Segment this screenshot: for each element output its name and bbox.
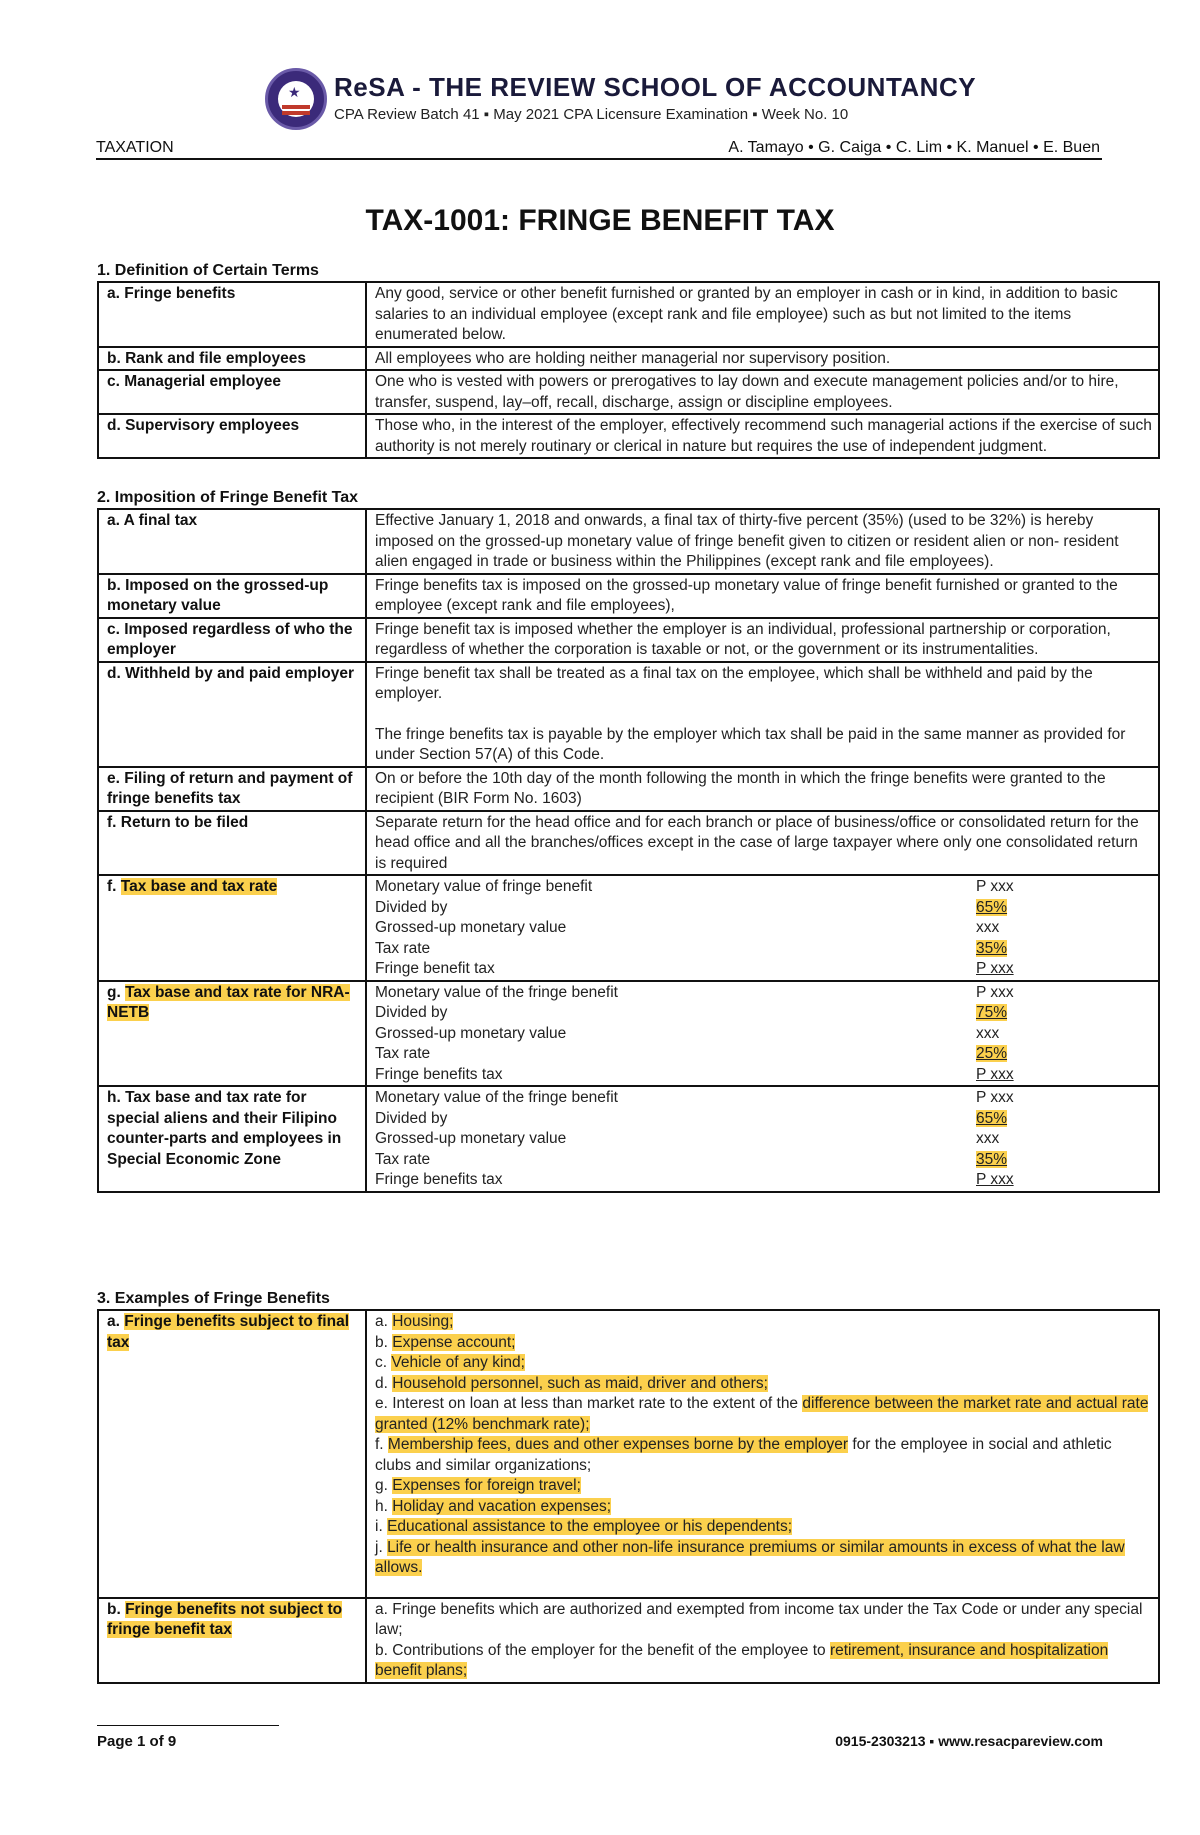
table-row — [98, 811, 1159, 876]
list-item-text: Educational assistance to the employee or his dependents; — [387, 1518, 793, 1535]
definition-cell: Effective January 1, 2018 and onwards, a final tax of thirty-five percent (35%) (used to be 32%) is hereby imposed on the grossed-up monetary value of fringe benefit given to citizen or resident alien or non- resident alien engaged in trade or business within the Philippines (except rank and file employees). — [366, 509, 1159, 574]
page-number: Page 1 of 9 — [97, 1733, 177, 1750]
resa-logo-icon: ★ — [265, 68, 327, 130]
table-row — [98, 370, 1159, 414]
calc-value: xxx — [976, 1024, 1000, 1042]
calc-value: P xxx — [976, 1065, 1014, 1083]
highlighted-term: Fringe benefits subject to final tax — [107, 1313, 350, 1351]
list-item-text: for the employee in social and athletic clubs and similar organizations; — [375, 1436, 1112, 1474]
table-row — [98, 981, 1159, 1087]
calc-value: 35% — [976, 939, 1008, 957]
term-cell: a. A final tax — [98, 509, 366, 574]
term-prefix: a. — [107, 1313, 125, 1330]
list-item: b. Expense account; — [375, 1333, 516, 1351]
term-cell — [98, 1598, 366, 1683]
page-title: TAX-1001: FRINGE BENEFIT TAX — [365, 204, 835, 237]
list-cell — [366, 1310, 1159, 1598]
highlighted-term: Tax base and tax rate — [120, 878, 278, 895]
list-item-text: Expense account; — [392, 1333, 516, 1351]
list-item-text: retirement, insurance and hospitalization benefit plans; — [375, 1641, 1109, 1679]
list-item: c. Vehicle of any kind; — [375, 1354, 525, 1371]
definition-cell: On or before the 10th day of the month following the month in which the fringe benefits were granted to the recipient (BIR Form No. 1603) — [366, 767, 1159, 811]
footer-contact: 0915-2303213 ▪ www.resacpareview.com — [835, 1733, 1103, 1749]
calc-label: Tax rate — [375, 939, 431, 957]
org-subtitle: CPA Review Batch 41 ▪ May 2021 CPA Licensure Examination ▪ Week No. 10 — [334, 106, 849, 123]
list-item-text: Life or health insurance and other non-life insurance premiums or similar amounts in excess of what the law allows. — [375, 1538, 1125, 1576]
header-divider — [96, 158, 1102, 160]
examples-table — [97, 1309, 1160, 1684]
table-row — [98, 767, 1159, 811]
list-cell — [366, 1598, 1159, 1683]
term-cell — [98, 875, 366, 981]
calc-value: 75% — [976, 1004, 1008, 1021]
calc-label: Tax rate — [375, 1045, 431, 1062]
calc-cell — [366, 981, 1159, 1087]
term-cell — [98, 981, 366, 1087]
calc-value: P xxx — [976, 878, 1014, 895]
list-item: f. Membership fees, dues and other expenses borne by the employer for the employee in social and athletic clubs and similar organizations; — [375, 1436, 1112, 1474]
term-cell: e. Filing of return and payment of fringe benefits tax — [98, 767, 366, 811]
footer-divider — [97, 1725, 279, 1726]
list-item: b. Contributions of the employer for the benefit of the employee to retirement, insurance and hospitalization benefit plans; — [375, 1641, 1109, 1679]
table-row — [98, 1310, 1159, 1598]
imposition-table — [97, 508, 1160, 1193]
term-cell: h. Tax base and tax rate for special aliens and their Filipino counter-parts and employees in Special Economic Zone — [98, 1086, 366, 1192]
highlighted-term: Fringe benefits not subject to fringe benefit tax — [107, 1600, 343, 1638]
table-row — [98, 1598, 1159, 1683]
term-cell: b. Imposed on the grossed-up monetary value — [98, 574, 366, 618]
calc-cell — [366, 875, 1159, 981]
calc-value: xxx — [976, 919, 1000, 936]
table-row — [98, 875, 1159, 981]
list-item: d. Household personnel, such as maid, driver and others; — [375, 1374, 768, 1392]
term-cell: d. Supervisory employees — [98, 414, 366, 458]
list-item: i. Educational assistance to the employee or his dependents; — [375, 1518, 793, 1535]
calc-value: P xxx — [976, 1171, 1014, 1188]
term-cell: d. Withheld by and paid employer — [98, 662, 366, 767]
calc-value: P xxx — [976, 983, 1014, 1001]
calc-label: Monetary value of fringe benefit — [375, 878, 593, 895]
calc-label: Divided by — [375, 898, 448, 916]
definition-cell: Those who, in the interest of the employer, effectively recommend such managerial actions if the exercise of such authority is not merely routinary or clerical in nature but requires the use of independent judgment. — [366, 414, 1159, 458]
list-item: j. Life or health insurance and other non-life insurance premiums or similar amounts in excess of what the law allows. — [375, 1538, 1125, 1576]
table-row — [98, 618, 1159, 662]
authors-label: A. Tamayo • G. Caiga • C. Lim • K. Manuel • E. Buen — [728, 139, 1100, 156]
calc-label: Divided by — [375, 1004, 448, 1021]
calc-label: Monetary value of the fringe benefit — [375, 983, 618, 1001]
term-prefix: f. — [107, 878, 121, 895]
definitions-table — [97, 281, 1160, 459]
calc-label: Monetary value of the fringe benefit — [375, 1089, 618, 1106]
table-row — [98, 414, 1159, 458]
table-row — [98, 282, 1159, 347]
calc-label: Grossed-up monetary value — [375, 1024, 567, 1042]
list-item: g. Expenses for foreign travel; — [375, 1477, 581, 1494]
list-item: a. Housing; — [375, 1313, 454, 1330]
definition-cell: Any good, service or other benefit furnished or granted by an employer in cash or in kind, in addition to basic salaries to an individual employee (except rank and file employee) such as but not limited to the items enumerated below. — [366, 282, 1159, 347]
term-cell: f. Return to be filed — [98, 811, 366, 876]
section-3-heading: 3. Examples of Fringe Benefits — [97, 1290, 330, 1307]
list-item-text: Contributions of the employer for the benefit of the employee to — [392, 1641, 830, 1659]
calc-value: 25% — [976, 1045, 1008, 1062]
calc-value: 35% — [976, 1150, 1008, 1168]
table-row — [98, 662, 1159, 767]
term-cell — [98, 1310, 366, 1598]
definition-paragraph: The fringe benefits tax is payable by the employer which tax shall be paid in the same manner as provided for under Section 57(A) of this Code. — [375, 725, 1126, 763]
table-row — [98, 1086, 1159, 1192]
section-2-heading: 2. Imposition of Fringe Benefit Tax — [97, 489, 359, 506]
calc-label: Grossed-up monetary value — [375, 1130, 567, 1147]
calc-label: Tax rate — [375, 1150, 431, 1168]
calc-cell — [366, 1086, 1159, 1192]
highlighted-term: Tax base and tax rate for NRA-NETB — [107, 983, 350, 1021]
list-item-text: Household personnel, such as maid, driver and others; — [392, 1374, 768, 1392]
subject-label: TAXATION — [96, 139, 174, 156]
calc-value: P xxx — [976, 960, 1014, 977]
term-prefix: b. — [107, 1600, 126, 1618]
table-row — [98, 509, 1159, 574]
list-item-text: Membership fees, dues and other expenses borne by the employer — [387, 1436, 849, 1453]
calc-value: 65% — [976, 1109, 1008, 1127]
definition-cell: Fringe benefits tax is imposed on the grossed-up monetary value of fringe benefit furnished or granted to the employee (except rank and file employees), — [366, 574, 1159, 618]
list-item-text: Vehicle of any kind; — [391, 1354, 525, 1371]
list-item: a. Fringe benefits which are authorized and exempted from income tax under the Tax Code or under any special law; — [375, 1600, 1143, 1638]
calc-label: Fringe benefits tax — [375, 1171, 503, 1188]
calc-label: Fringe benefit tax — [375, 960, 495, 977]
list-item-text: Fringe benefits which are authorized and exempted from income tax under the Tax Code or under any special law; — [375, 1600, 1143, 1638]
calc-label: Fringe benefits tax — [375, 1065, 503, 1083]
table-row — [98, 347, 1159, 371]
definition-cell: All employees who are holding neither managerial nor supervisory position. — [366, 347, 1159, 371]
calc-label: Grossed-up monetary value — [375, 919, 567, 936]
list-item-text: difference between the market rate and actual rate granted (12% benchmark rate); — [375, 1395, 1149, 1433]
calc-value: 65% — [976, 898, 1008, 916]
list-item-text: Expenses for foreign travel; — [392, 1477, 581, 1494]
definition-cell: Separate return for the head office and for each branch or place of business/office or consolidated return for the head office and all the branches/offices except in the case of large taxpayer where only one consolidated return is required — [366, 811, 1159, 876]
term-cell: b. Rank and file employees — [98, 347, 366, 371]
term-cell: c. Managerial employee — [98, 370, 366, 414]
org-title: ReSA - THE REVIEW SCHOOL OF ACCOUNTANCY — [334, 72, 977, 102]
list-item: e. Interest on loan at less than market rate to the extent of the difference between the market rate and actual rate granted (12% benchmark rate); — [375, 1395, 1149, 1433]
list-item-text: Holiday and vacation expenses; — [392, 1497, 612, 1515]
term-prefix: g. — [107, 983, 126, 1001]
definition-paragraph: Fringe benefit tax shall be treated as a final tax on the employee, which shall be withheld and paid by the employer. — [375, 664, 1093, 702]
definition-cell — [366, 662, 1159, 767]
definition-cell: One who is vested with powers or prerogatives to lay down and execute management policies and/or to hire, transfer, suspend, lay–off, recall, discharge, assign or discipline employees. — [366, 370, 1159, 414]
definition-cell: Fringe benefit tax is imposed whether the employer is an individual, professional partnership or corporation, regardless of whether the corporation is taxable or not, or the government or its instrumentalities. — [366, 618, 1159, 662]
section-1-heading: 1. Definition of Certain Terms — [97, 262, 319, 279]
list-item: h. Holiday and vacation expenses; — [375, 1497, 612, 1515]
calc-value: xxx — [976, 1130, 1000, 1147]
list-item-text: Housing; — [392, 1313, 454, 1330]
list-item-text: Interest on loan at less than market rate to the extent of the — [392, 1395, 803, 1412]
table-row — [98, 574, 1159, 618]
calc-value: P xxx — [976, 1089, 1014, 1106]
term-cell: a. Fringe benefits — [98, 282, 366, 347]
term-cell: c. Imposed regardless of who the employer — [98, 618, 366, 662]
calc-label: Divided by — [375, 1109, 448, 1127]
